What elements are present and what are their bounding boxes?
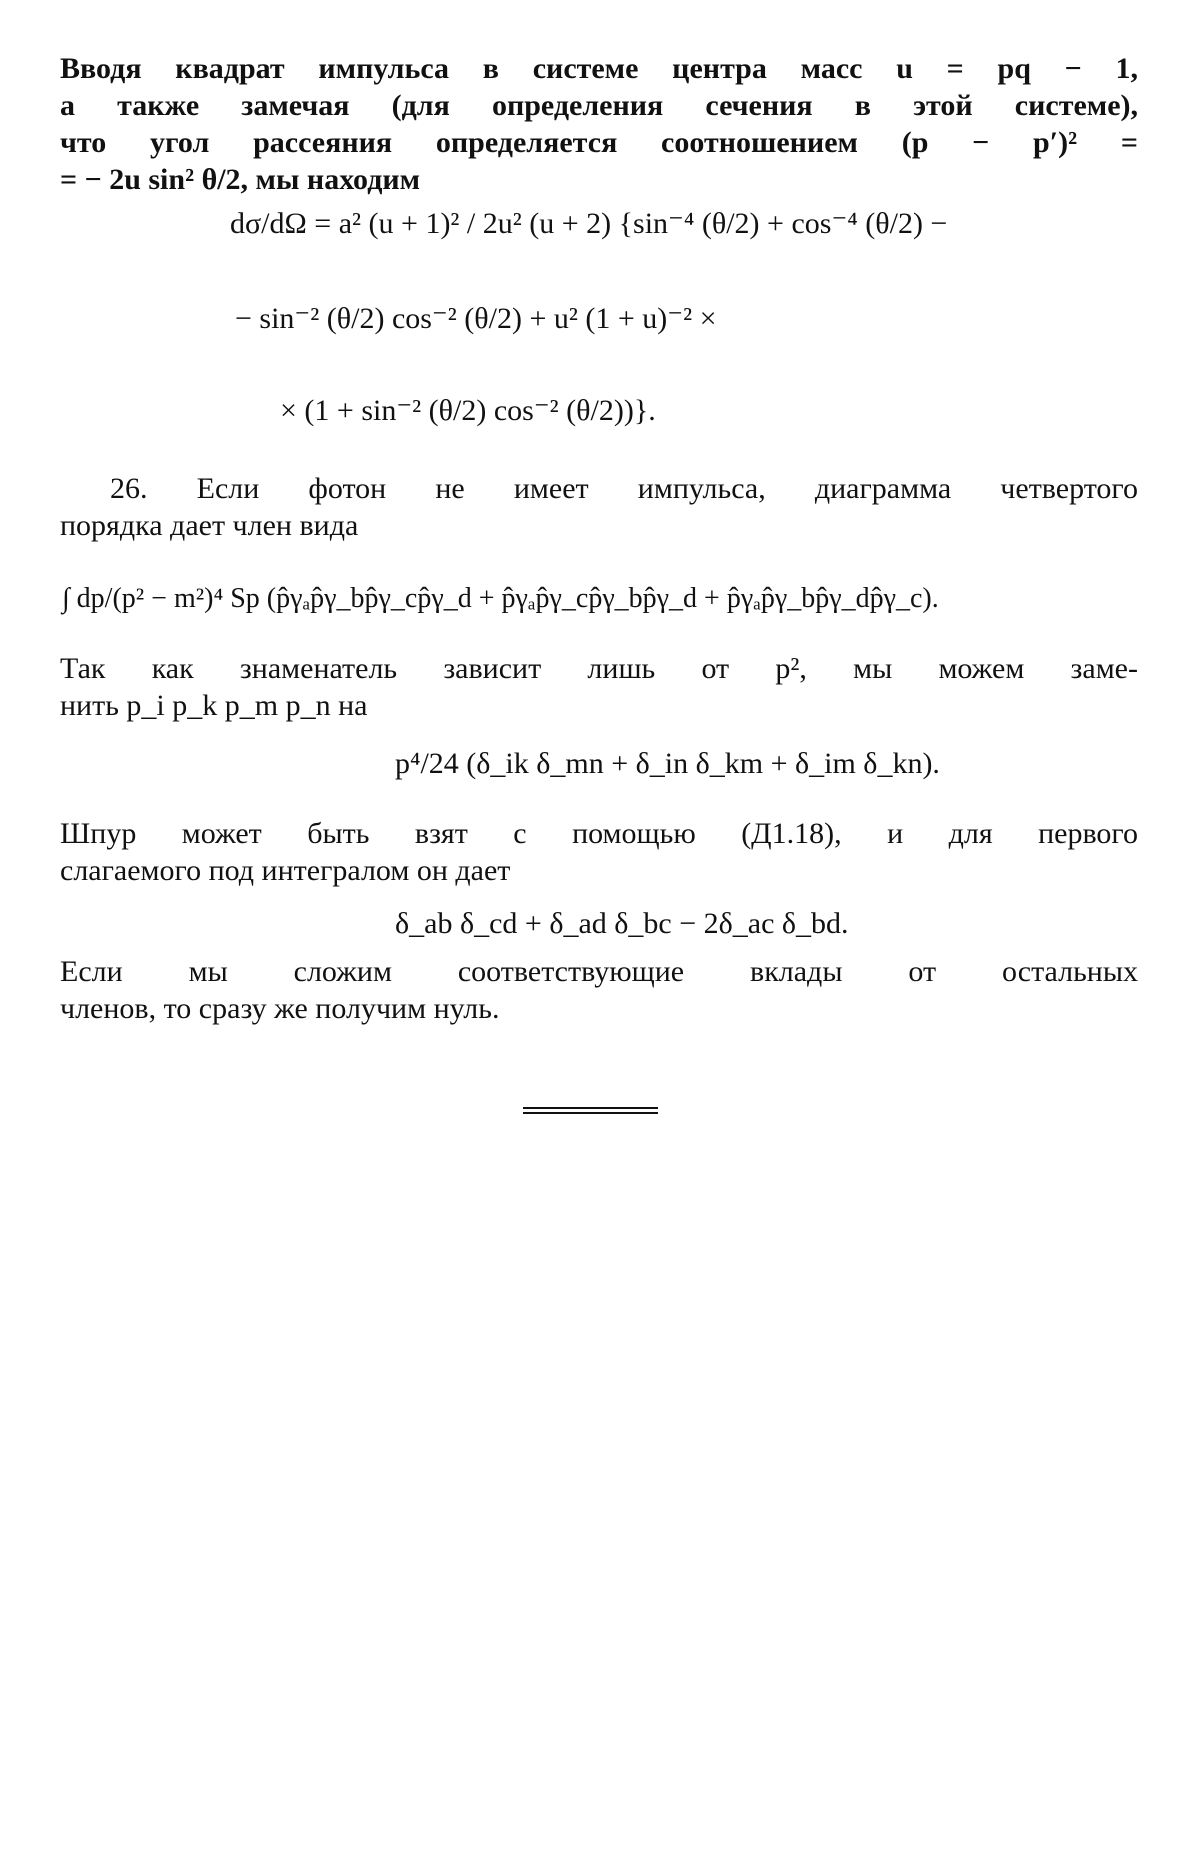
paragraph-2-line-1: 26. Если фотон не имеет импульса, диаграмма четвертого <box>110 472 1138 505</box>
paragraph-1-line-3: что угол рассеяния определяется соотношением (p − p′)² = <box>60 126 1138 159</box>
paragraph-5 <box>60 953 1138 1027</box>
paragraph-1-line-1: Вводя квадрат импульса в системе центра масс u = pq − 1, <box>60 52 1138 85</box>
paragraph-2-line-2: порядка дает член вида <box>60 509 359 542</box>
paragraph-3-line-2: нить p_i p_k p_m p_n на <box>60 689 368 722</box>
paragraph-1-line-2: а также замечая (для определения сечения в этой системе), <box>60 89 1138 122</box>
equation-4: δ_ab δ_cd + δ_ad δ_bc − 2δ_ac δ_bd. <box>395 907 849 940</box>
paragraph-5-line-1: Если мы сложим соответствующие вклады от остальных <box>60 955 1138 988</box>
equation-1-line-2: − sin⁻² (θ/2) cos⁻² (θ/2) + u² (1 + u)⁻² × <box>235 302 717 335</box>
paragraph-4 <box>60 815 1138 889</box>
paragraph-3 <box>60 650 1138 724</box>
section-end-rule <box>523 1107 658 1114</box>
paragraph-1-line-4: = − 2u sin² θ/2, мы находим <box>60 163 421 196</box>
paragraph-2 <box>60 470 1138 544</box>
equation-3: p⁴/24 (δ_ik δ_mn + δ_in δ_km + δ_im δ_kn). <box>395 747 940 780</box>
paragraph-4-line-2: слагаемого под интегралом он дает <box>60 854 511 887</box>
equation-1-line-1: dσ/dΩ = a² (u + 1)² / 2u² (u + 2) {sin⁻⁴ (θ/2) + cos⁻⁴ (θ/2) − <box>230 207 948 240</box>
paragraph-3-line-1: Так как знаменатель зависит лишь от p², мы можем заме- <box>60 652 1138 685</box>
equation-1-line-3: × (1 + sin⁻² (θ/2) cos⁻² (θ/2))}. <box>280 394 656 427</box>
paragraph-1 <box>60 50 1138 198</box>
paragraph-5-line-2: членов, то сразу же получим нуль. <box>60 992 500 1025</box>
equation-2: ∫ dp/(p² − m²)⁴ Sp (p̂γₐp̂γ_bp̂γ_cp̂γ_d + p̂γₐp̂γ_cp̂γ_bp̂γ_d + p̂γₐp̂γ_bp̂γ_dp̂γ_c). <box>62 583 939 614</box>
paragraph-4-line-1: Шпур может быть взят с помощью (Д1.18), и для первого <box>60 817 1138 850</box>
